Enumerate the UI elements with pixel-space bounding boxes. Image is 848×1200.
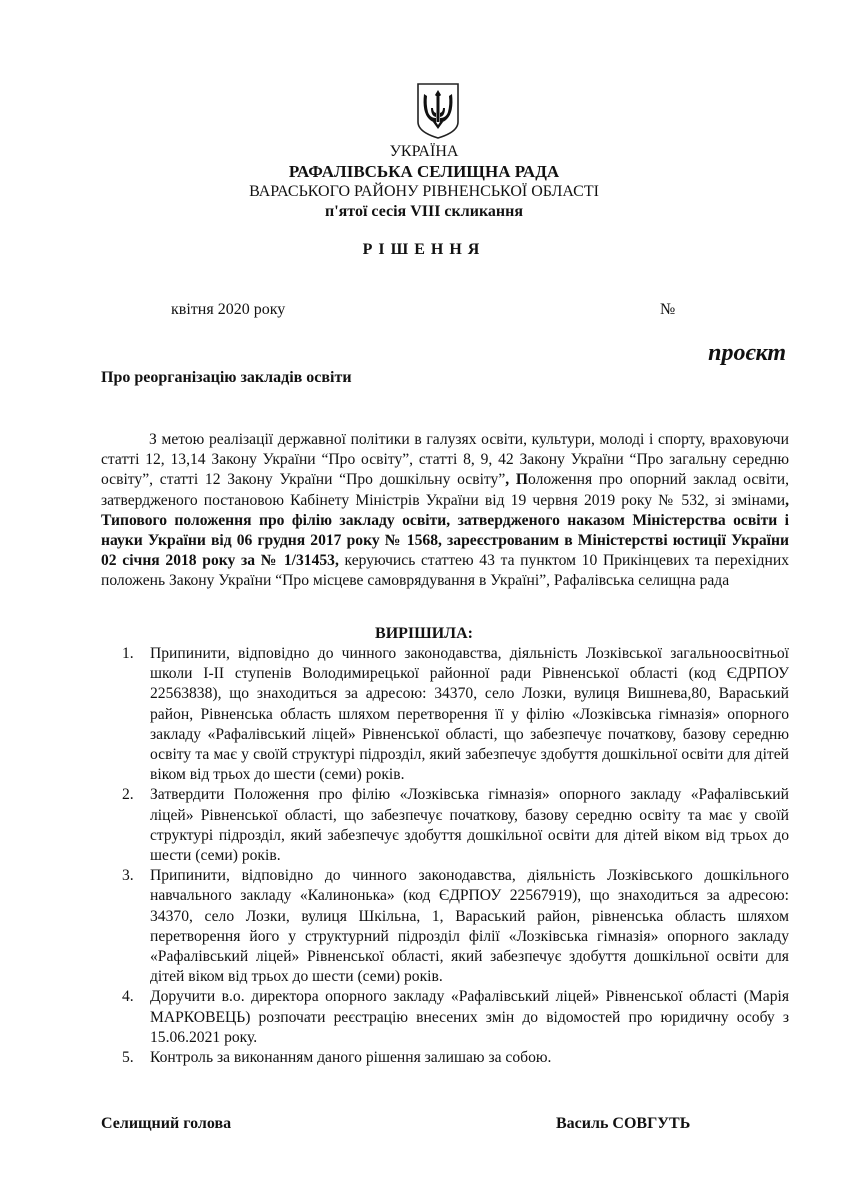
decision-items-list xyxy=(122,644,789,1068)
signature-position: Селищний голова xyxy=(101,1115,232,1132)
decision-item: 2. Затвердити Положення про філію «Лозківська гімназія» опорного закладу «Рафалівський ліцей» Рівненської області, що забезпечує початкову, базову середню освіту та має у своїй структурі підрозділ, який забезпечує здобуття дошкільної освіти для дітей віком від трьох до шести (семи) років. xyxy=(122,786,789,865)
document-type-title: РІШЕННЯ xyxy=(362,241,486,258)
preamble-text-2: , П xyxy=(505,471,529,489)
signature-name: Василь СОВГУТЬ xyxy=(556,1115,691,1132)
district-name: ВАРАСЬКОГО РАЙОНУ РІВНЕНСЬКОЇ ОБЛАСТІ xyxy=(249,183,599,200)
decision-number-label: № xyxy=(660,301,676,318)
country-name: УКРАЇНА xyxy=(389,143,459,160)
draft-status-label: проєкт xyxy=(708,340,786,366)
trident-coat-of-arms-icon xyxy=(415,82,461,140)
preamble-paragraph xyxy=(101,430,789,592)
decision-subject: Про реорганізацію закладів освіти xyxy=(101,369,352,386)
preamble-text-1: З метою реалізації державної політики в галузях освіти, культури, молоді і спорту, враховуючи статті 12, 13,14 Закону України “Про освіту”, статті 8, 9, 42 Закону України “Про загальну середню освіту”, статті 12 Закону України “Про дошкільну освіту” xyxy=(101,431,789,489)
council-name: РАФАЛІВСЬКА СЕЛИЩНА РАДА xyxy=(288,162,560,181)
decided-heading: ВИРІШИЛА: xyxy=(375,625,473,642)
preamble-text-4: , Типового положення про філію закладу освіти, затвердженого наказом Міністерства освіти і науки України від 06 грудня 2017 року № 1568, зареєстрованим в Міністерстві юстиції України 02 січня 2018 року за № 1/31453, xyxy=(101,491,789,570)
decision-item: 5. Контроль за виконанням даного рішення залишаю за собою. xyxy=(122,1049,552,1067)
decision-item: 3. Припинити, відповідно до чинного законодавства, діяльність Лозківського дошкільного навчального закладу «Калинонька» (код ЄДРПОУ 22567919), що знаходиться за адресою: 34370, село Лозки, вулиця Шкільна, 1, Вараський район, рівненська область шляхом перетворення його у структурний підрозділ філії «Лозківська гімназія» опорного закладу «Рафалівський ліцей» Рівненської області, який забезпечує здобуття дошкільної освіти для дітей віком від трьох до шести (семи) років. xyxy=(122,867,789,986)
decision-date: квітня 2020 року xyxy=(171,301,286,318)
session-info: п'ятої сесія VIII скликання xyxy=(324,203,524,220)
decision-item: 1. Припинити, відповідно до чинного законодавства, діяльність Лозківської загальноосвітньої школи І-ІІ ступенів Володимирецької районної ради Рівненської області (код ЄДРПОУ 22563838), що знаходиться за адресою: 34370, село Лозки, вулиця Вишнева,80, Вараський район, Рівненська область шляхом перетворення її у філію «Лозківська гімназія» опорного закладу «Рафалівський ліцей» Рівненської області, що забезпечує початкову, базову середню освіту та має у своїй структурі підрозділ, який забезпечує здобуття дошкільної освіти для дітей віком від трьох до шести (семи) років. xyxy=(122,645,789,784)
preamble-text-5: керуючись статтею 43 та пунктом 10 Прикінцевих та перехідних положень Закону України “Про місцеве самоврядування в Україні”, Рафалівська селищна рада xyxy=(101,552,789,590)
preamble-text-3: оложення про опорний заклад освіти, затвердженого постановою Кабінету Міністрів України від 19 червня 2019 року № 532, зі змінами xyxy=(101,471,789,509)
decision-item: 4. Доручити в.о. директора опорного закладу «Рафалівський ліцей» Рівненської області (Марія МАРКОВЕЦЬ) розпочати реєстрацію внесених змін до відомостей про юридичну особу з 15.06.2021 року. xyxy=(122,988,789,1046)
